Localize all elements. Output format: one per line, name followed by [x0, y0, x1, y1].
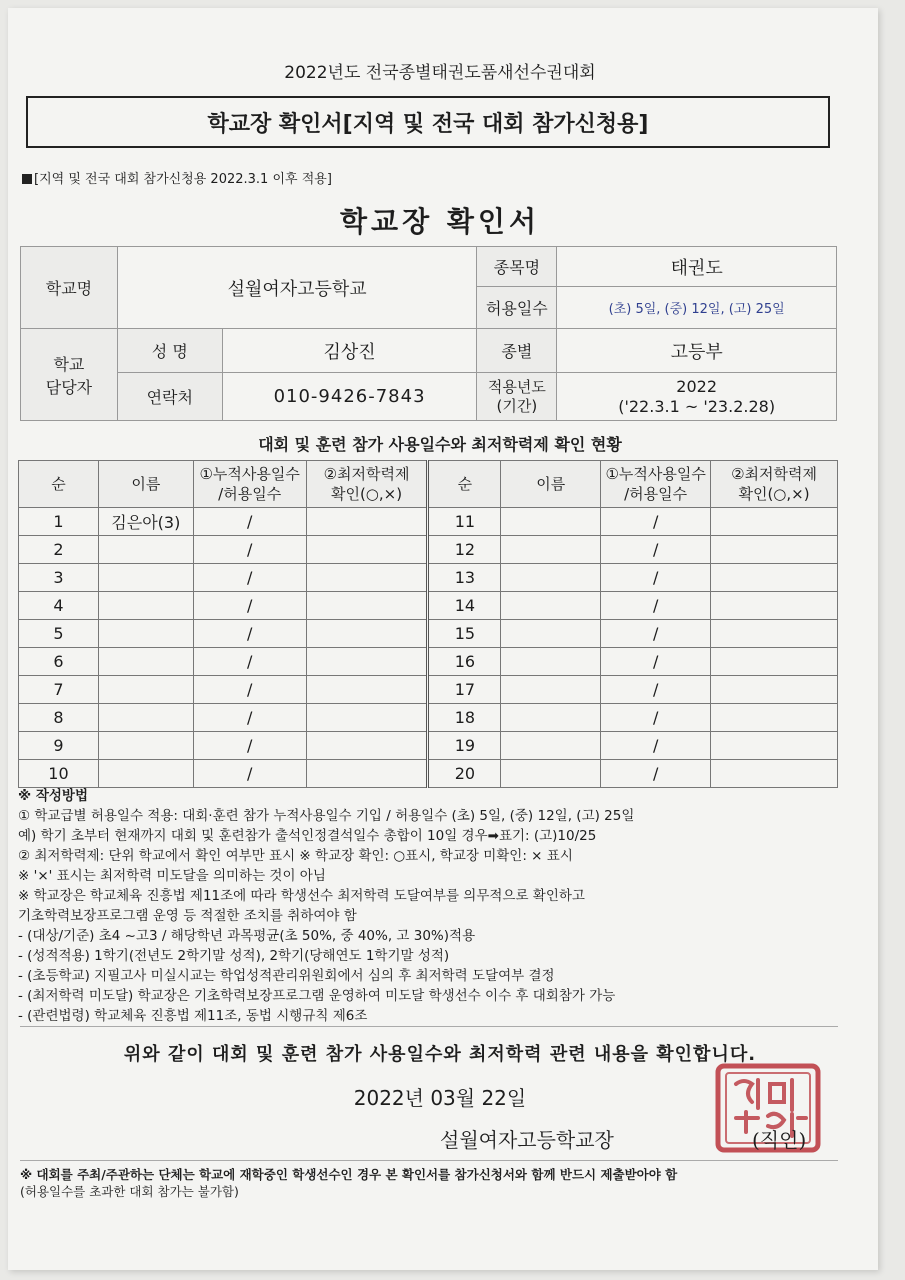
- sub-note: [22, 168, 332, 187]
- player-name: [501, 592, 601, 620]
- academic-check: [306, 760, 428, 788]
- academic-check: [711, 536, 838, 564]
- academic-check: [711, 620, 838, 648]
- year-label-line-2: (기간): [496, 396, 538, 415]
- player-name: [98, 564, 193, 592]
- note-line: - (대상/기준) 초4 ~고3 / 해당학년 과목평균(초 50%, 중 40%, 고 30%)적용: [18, 928, 476, 944]
- table-row: [19, 620, 838, 648]
- division-label: 종별: [477, 329, 557, 373]
- player-name: [98, 536, 193, 564]
- days-used: /: [193, 732, 306, 760]
- contact-person-label: [21, 329, 118, 421]
- confirmation-text: 위와 같이 대회 및 훈련 참가 사용일수와 최저학력 관련 내용을 확인합니다.: [123, 1044, 757, 1065]
- year-value-line-1: 2022: [676, 376, 718, 396]
- info-table: [20, 246, 837, 421]
- academic-check: [306, 620, 428, 648]
- days-used: /: [193, 564, 306, 592]
- doc-title: 학교장 확인서: [339, 205, 541, 238]
- row-number: 18: [428, 704, 501, 732]
- player-name: [98, 592, 193, 620]
- academic-check: [306, 704, 428, 732]
- signer-name: 설월여자고등학교장: [440, 1128, 614, 1152]
- row-number: 6: [19, 648, 99, 676]
- header-order-right: 순: [428, 461, 501, 508]
- days-used: /: [601, 648, 711, 676]
- row-number: 8: [19, 704, 99, 732]
- header-days-left: [193, 461, 306, 508]
- name-value: 김상진: [222, 329, 477, 373]
- footer-note: [20, 1166, 850, 1200]
- row-number: 15: [428, 620, 501, 648]
- days-used: /: [193, 508, 306, 536]
- division-value: 고등부: [557, 329, 837, 373]
- roster-section-title: 대회 및 훈련 참가 사용일수와 최저학력제 확인 현황: [258, 435, 622, 454]
- player-name: [98, 704, 193, 732]
- days-used: /: [601, 508, 711, 536]
- player-name: [98, 732, 193, 760]
- academic-check: [306, 592, 428, 620]
- footer-line: (허용일수를 초과한 대회 참가는 불가함): [20, 1184, 239, 1199]
- table-row: [19, 508, 838, 536]
- player-name: [501, 564, 601, 592]
- note-line: 기초학력보장프로그램 운영 등 적절한 조치를 취하여야 함: [18, 908, 357, 924]
- days-used: /: [193, 592, 306, 620]
- days-used: /: [601, 620, 711, 648]
- player-name: [501, 760, 601, 788]
- academic-check: [711, 760, 838, 788]
- header-academic-line-2: 확인(○,×): [738, 485, 810, 503]
- note-line: ① 학교급별 허용일수 적용: 대회·훈련 참가 누적사용일수 기입 / 허용일수 (초) 5일, (중) 12일, (고) 25일: [18, 808, 635, 824]
- table-row: [19, 760, 838, 788]
- academic-check: [306, 508, 428, 536]
- table-row: [19, 648, 838, 676]
- row-number: 1: [19, 508, 99, 536]
- note-line: ※ 학교장은 학교체육 진흥법 제11조에 따라 학생선수 최저학력 도달여부를 의무적으로 확인하고: [18, 888, 585, 904]
- days-used: /: [193, 760, 306, 788]
- note-line: - (관련법령) 학교체육 진흥법 제11조, 동법 시행규칙 제6조: [18, 1008, 368, 1024]
- player-name: [501, 648, 601, 676]
- header-name-left: 이름: [98, 461, 193, 508]
- note-line: - (성적적용) 1학기(전년도 2학기말 성적), 2학기(당해연도 1학기말 성적): [18, 948, 450, 964]
- days-used: /: [601, 564, 711, 592]
- days-used: /: [193, 620, 306, 648]
- academic-check: [711, 648, 838, 676]
- sub-note-text: [지역 및 전국 대회 참가신청용 2022.3.1 이후 적용]: [34, 172, 332, 187]
- school-value: 설월여자고등학교: [117, 247, 477, 329]
- days-used: /: [193, 676, 306, 704]
- player-name: [501, 508, 601, 536]
- days-used: /: [601, 704, 711, 732]
- academic-check: [306, 732, 428, 760]
- row-number: 14: [428, 592, 501, 620]
- square-bullet-icon: [22, 174, 32, 184]
- player-name: [98, 648, 193, 676]
- table-row: [19, 592, 838, 620]
- year-label: [477, 373, 557, 421]
- divider: [20, 1160, 838, 1161]
- header-days-line-1: ①누적사용일수: [605, 465, 706, 483]
- row-number: 12: [428, 536, 501, 564]
- days-used: /: [193, 536, 306, 564]
- phone-label: 연락처: [117, 373, 222, 421]
- academic-check: [711, 564, 838, 592]
- row-number: 5: [19, 620, 99, 648]
- allowed-days-value: (초) 5일, (중) 12일, (고) 25일: [557, 287, 837, 329]
- player-name: [98, 676, 193, 704]
- note-line: ※ '×' 표시는 최저학력 미도달을 의미하는 것이 아님: [18, 868, 326, 884]
- header-days-line-1: ①누적사용일수: [199, 465, 300, 483]
- academic-check: [306, 536, 428, 564]
- academic-check: [711, 508, 838, 536]
- seal-label: (직인): [752, 1128, 807, 1152]
- header-name-right: 이름: [501, 461, 601, 508]
- header-academic-line-2: 확인(○,×): [330, 485, 403, 503]
- table-row: [19, 564, 838, 592]
- allowed-days-label: 허용일수: [477, 287, 557, 329]
- note-line: ※ 작성방법: [18, 788, 88, 804]
- player-name: [98, 620, 193, 648]
- roster-body: [19, 508, 838, 788]
- header-days-line-2: /허용일수: [218, 485, 282, 503]
- year-label-line-1: 적용년도: [487, 377, 546, 396]
- row-number: 16: [428, 648, 501, 676]
- row-number: 4: [19, 592, 99, 620]
- academic-check: [711, 676, 838, 704]
- player-name: [501, 704, 601, 732]
- phone-value: 010-9426-7843: [222, 373, 477, 421]
- header-days-line-2: /허용일수: [624, 485, 688, 503]
- player-name: [501, 536, 601, 564]
- academic-check: [711, 704, 838, 732]
- days-used: /: [193, 704, 306, 732]
- player-name: [98, 760, 193, 788]
- academic-check: [306, 564, 428, 592]
- note-line: ② 최저학력제: 단위 학교에서 확인 여부만 표시 ※ 학교장 확인: ○표시, 학교장 미확인: × 표시: [18, 848, 573, 864]
- note-line: - (초등학교) 지필고사 미실시교는 학업성적관리위원회에서 심의 후 최저학력 도달여부 결정: [18, 968, 555, 984]
- header-academic-left: [306, 461, 428, 508]
- table-row: [19, 732, 838, 760]
- header-order-left: 순: [19, 461, 99, 508]
- row-number: 17: [428, 676, 501, 704]
- row-number: 19: [428, 732, 501, 760]
- player-name: [501, 732, 601, 760]
- year-value: [557, 373, 837, 421]
- player-name: [501, 620, 601, 648]
- days-used: /: [601, 592, 711, 620]
- contact-label-line-1: 학교: [53, 354, 85, 374]
- academic-check: [306, 648, 428, 676]
- note-line: 예) 학기 초부터 현재까지 대회 및 훈련참가 출석인정결석일수 총합이 10일 경우➡표기: (고)10/25: [18, 828, 597, 844]
- contact-label-line-2: 담당자: [45, 377, 93, 397]
- divider: [20, 1026, 838, 1027]
- name-label: 성 명: [117, 329, 222, 373]
- days-used: /: [193, 648, 306, 676]
- note-line: - (최저학력 미도달) 학교장은 기초학력보장프로그램 운영하여 미도달 학생선수 이수 후 대회참가 가능: [18, 988, 616, 1004]
- player-name: 김은아(3): [98, 508, 193, 536]
- days-used: /: [601, 732, 711, 760]
- days-used: /: [601, 760, 711, 788]
- sport-label: 종목명: [477, 247, 557, 287]
- header-academic-line-1: ②최저학력제: [731, 465, 817, 483]
- header-days-right: [601, 461, 711, 508]
- days-used: /: [601, 536, 711, 564]
- footer-line: ※ 대회를 주최/주관하는 단체는 학교에 재학중인 학생선수인 경우 본 확인서를 참가신청서와 함께 반드시 제출받아야 함: [20, 1167, 678, 1182]
- row-number: 7: [19, 676, 99, 704]
- table-row: [19, 676, 838, 704]
- player-name: [501, 676, 601, 704]
- header-academic-right: [711, 461, 838, 508]
- academic-check: [711, 592, 838, 620]
- table-row: [19, 536, 838, 564]
- row-number: 20: [428, 760, 501, 788]
- academic-check: [306, 676, 428, 704]
- issue-date: 2022년 03월 22일: [353, 1086, 527, 1110]
- school-label: 학교명: [21, 247, 118, 329]
- row-number: 13: [428, 564, 501, 592]
- header-academic-line-1: ②최저학력제: [323, 465, 410, 483]
- row-number: 2: [19, 536, 99, 564]
- event-name: 2022년도 전국종별태권도품새선수권대회: [284, 63, 596, 83]
- table-row: [19, 704, 838, 732]
- row-number: 3: [19, 564, 99, 592]
- form-title: 학교장 확인서[지역 및 전국 대회 참가신청용]: [26, 96, 830, 148]
- instructions: [18, 786, 848, 1026]
- days-used: /: [601, 676, 711, 704]
- roster-table: [18, 460, 838, 788]
- row-number: 11: [428, 508, 501, 536]
- sport-value: 태권도: [557, 247, 837, 287]
- row-number: 9: [19, 732, 99, 760]
- academic-check: [711, 732, 838, 760]
- year-value-line-2: ('22.3.1 ~ '23.2.28): [618, 396, 776, 416]
- row-number: 10: [19, 760, 99, 788]
